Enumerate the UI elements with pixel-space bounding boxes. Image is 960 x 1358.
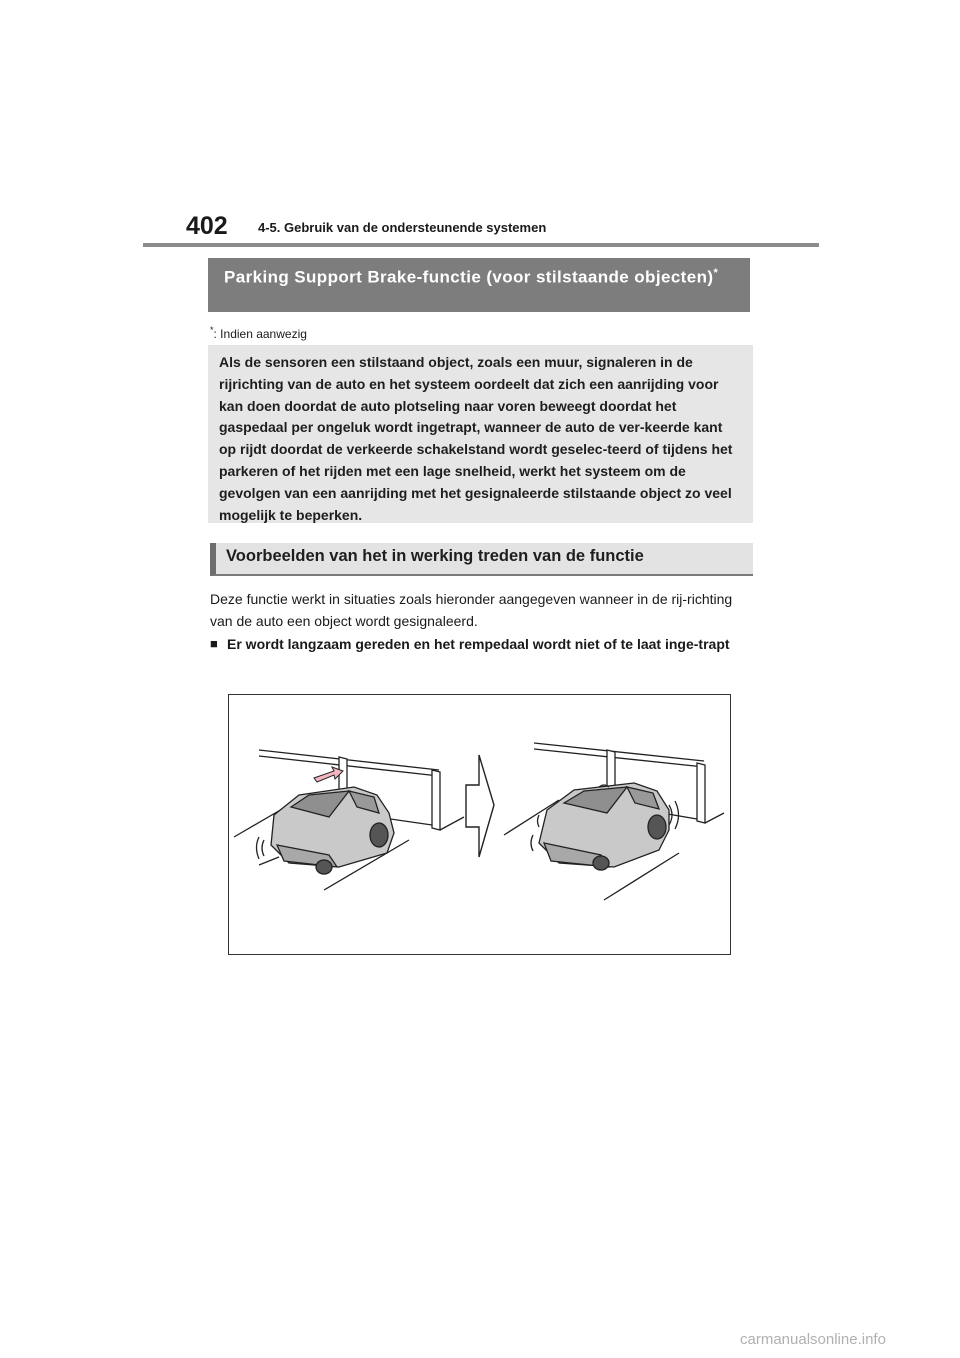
examples-heading: Voorbeelden van het in werking treden van de functie (210, 543, 753, 576)
parking-illustration (229, 695, 732, 956)
illustration-figure (228, 694, 731, 955)
page-number: 402 (186, 212, 228, 240)
section-title: Parking Support Brake-functie (voor stilstaande objecten) (224, 267, 714, 287)
scene-before (234, 750, 464, 890)
bullet-item (210, 633, 755, 655)
intro-text: Als de sensoren een stilstaand object, zoals een muur, signaleren in de rijrichting van de auto en het systeem oordeelt dat zich een aanrijding voor kan doen doordat de auto plotseling naar voren beweegt doordat het gaspedaal per ongeluk wordt ingetrapt, wanneer de auto de ver-keerde kant op rijdt doordat de verkeerde schakelstand wordt geselec-teerd of tijdens het parkeren of het rijden met een lage snelheid, werkt het systeem om de gevolgen van een aanrijding met het gesignaleerde stilstaande object zo veel mogelijk te beperken. (219, 354, 733, 523)
footnote-text: : Indien aanwezig (213, 327, 307, 341)
title-footnote-marker: * (713, 267, 719, 279)
section-title-box (208, 258, 750, 312)
footnote (210, 325, 307, 341)
examples-body: Deze functie werkt in situaties zoals hieronder aangegeven wanneer in de rij-richting van de auto een object wordt gesignaleerd. (210, 591, 733, 629)
footnote-marker: * (210, 325, 214, 335)
transition-arrow-icon (466, 755, 494, 857)
scene-after (504, 743, 724, 900)
header-rule (143, 243, 819, 247)
bullet-text: Er wordt langzaam gereden en het rempedaal wordt niet of te laat inge-trapt (227, 636, 730, 652)
section-path: 4-5. Gebruik van de ondersteunende systemen (258, 220, 547, 235)
intro-box (208, 345, 753, 523)
watermark: carmanualsonline.info (740, 1331, 886, 1348)
square-bullet-icon: ■ (210, 636, 218, 651)
